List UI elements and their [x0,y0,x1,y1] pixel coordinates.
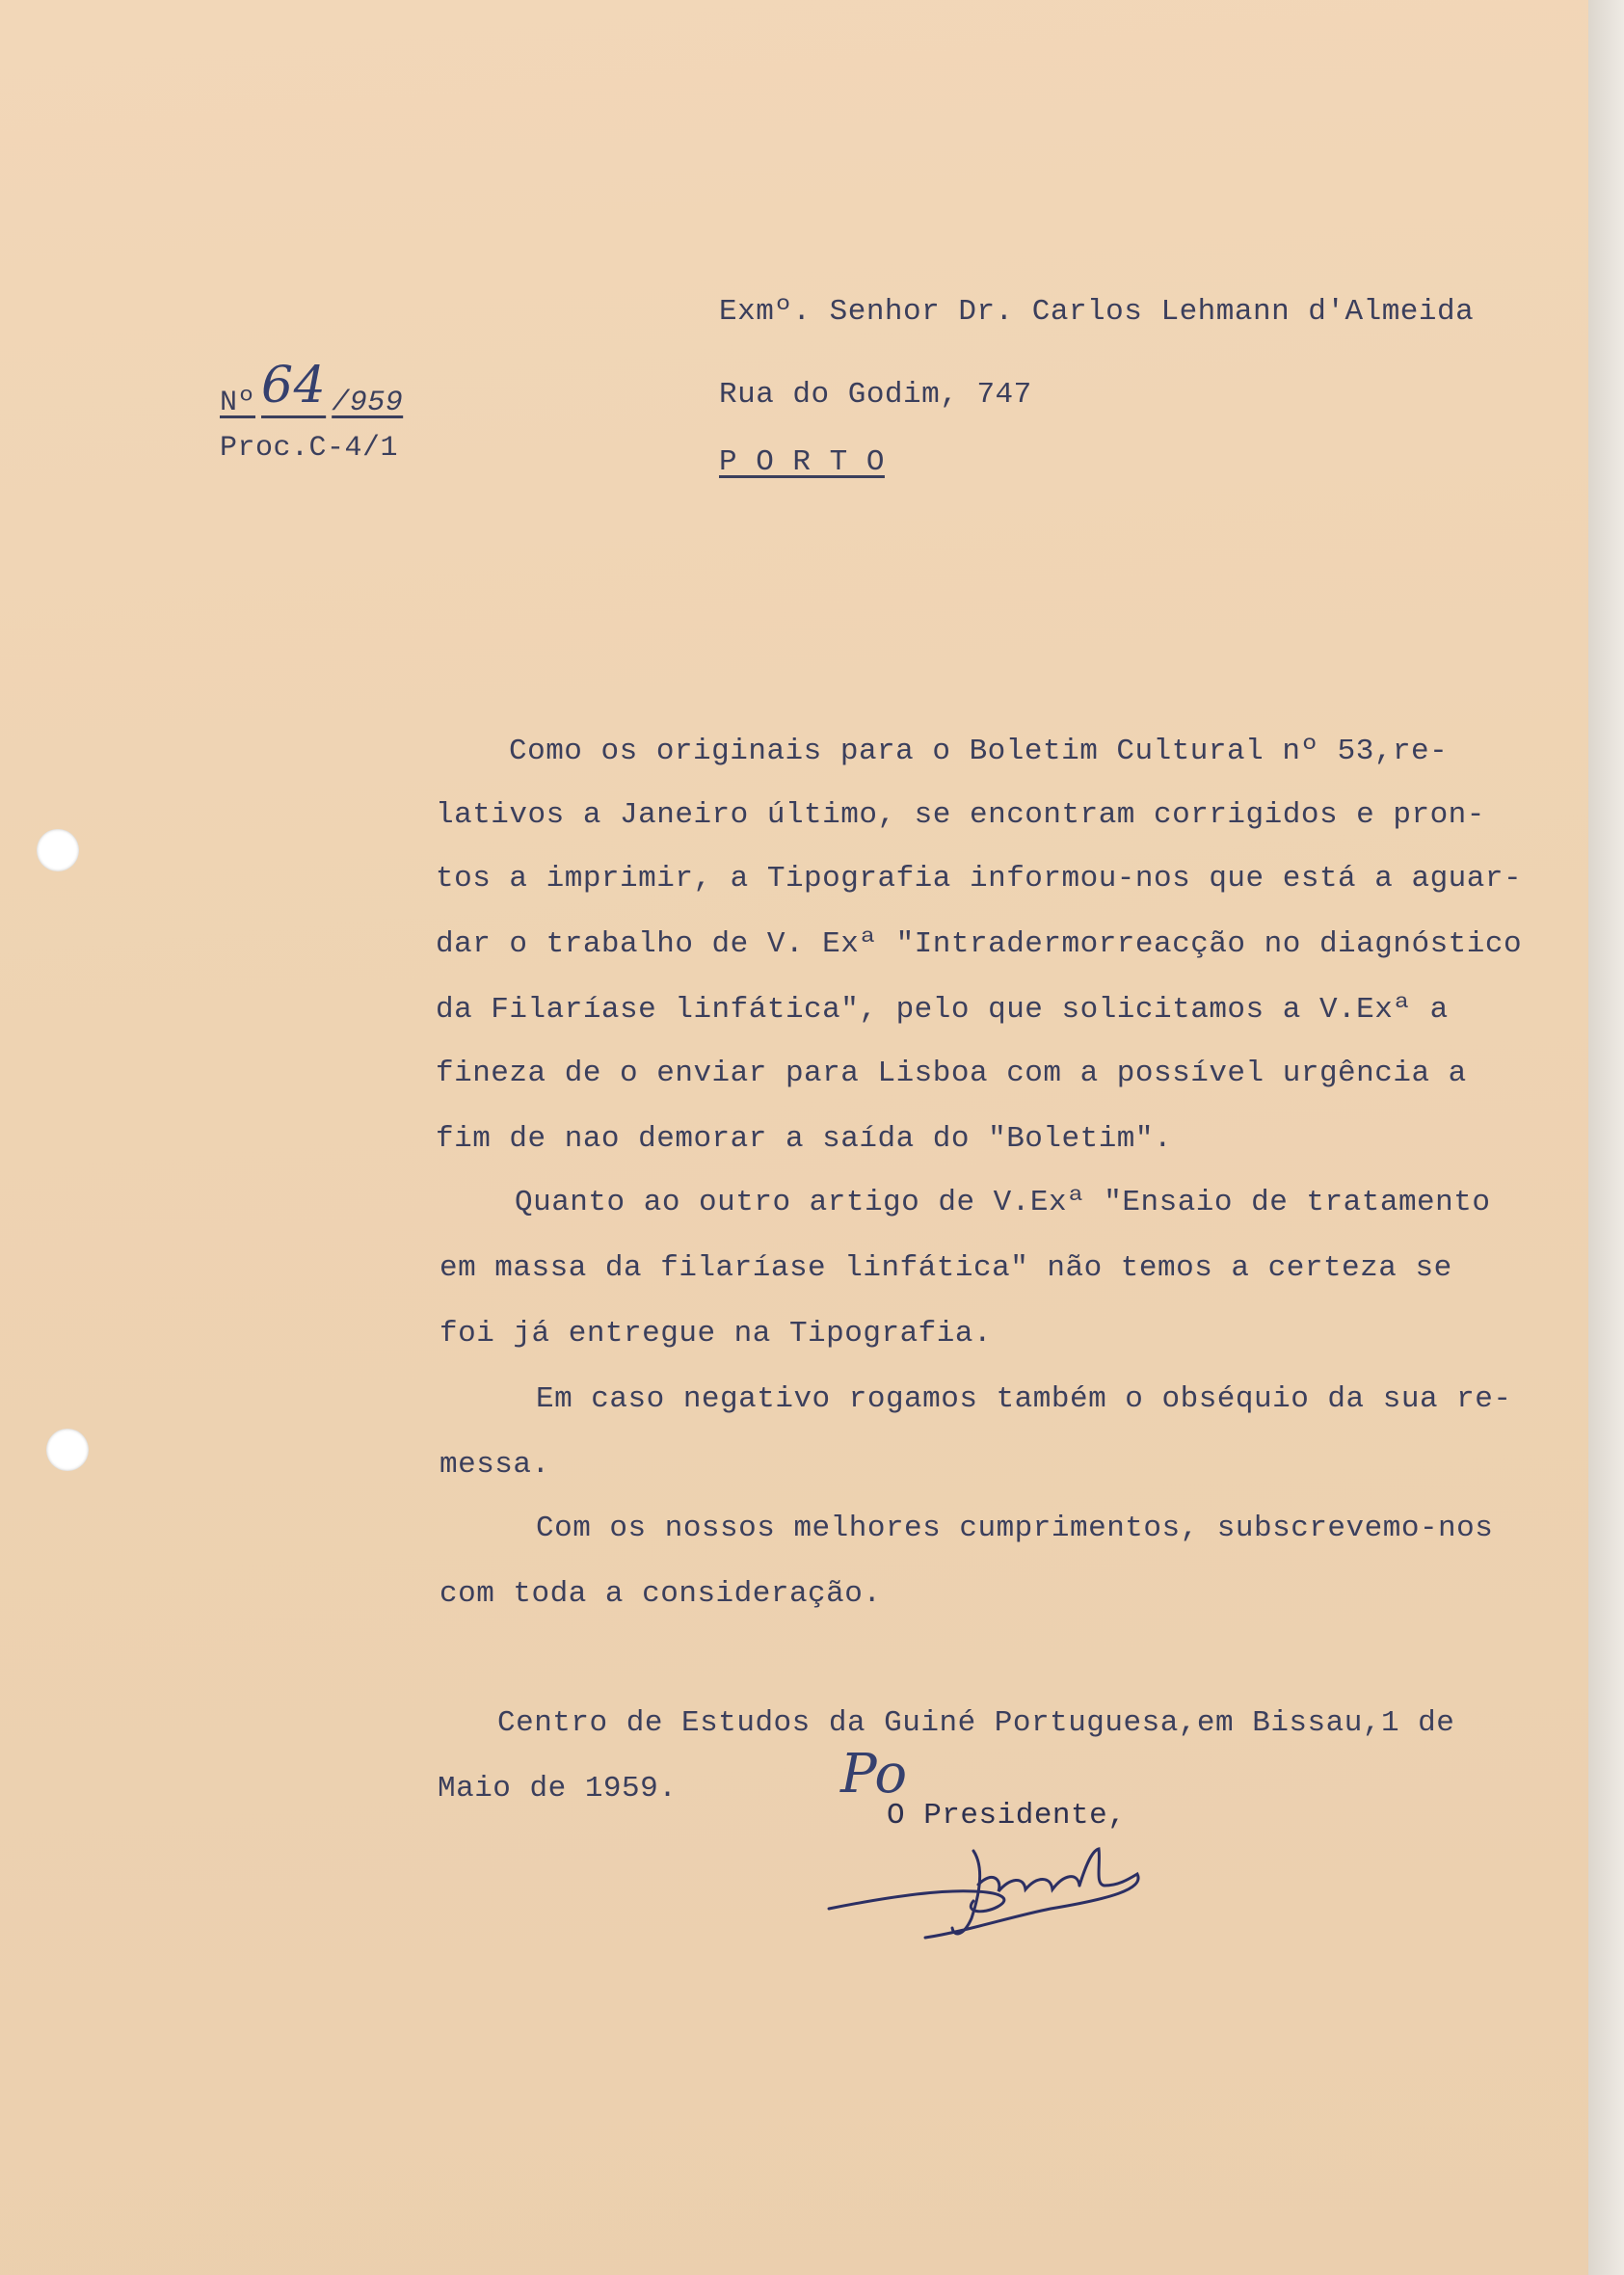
reference-number-handwritten: 64 [261,357,327,415]
body-line: com toda a consideração. [439,1577,882,1611]
reference-number-year: /959 [332,387,404,419]
body-line: fim de nao demorar a saída do "Boletim". [436,1122,1173,1156]
body-line: fineza de o enviar para Lisboa com a possível urgência a [436,1057,1467,1090]
body-line: Em caso negativo rogamos também o obséquio da sua re- [536,1382,1512,1416]
recipient-line-2: Rua do Godim, 747 [719,378,1032,412]
body-line: em massa da filaríase linfática" não temos a certeza se [439,1251,1452,1285]
punch-hole-top [37,829,79,871]
body-line: foi já entregue na Tipografia. [439,1317,993,1351]
background-edge [1588,0,1624,2275]
closing-place-date-line-1: Centro de Estudos da Guiné Portuguesa,em Bissau,1 de [497,1706,1455,1740]
body-line: Como os originais para o Boletim Cultural nº 53,re- [509,735,1449,768]
signer-prefix-handwritten: Po [840,1743,908,1806]
recipient-city: P O R T O [719,445,885,479]
recipient-line-1: Exmº. Senhor Dr. Carlos Lehmann d'Almeida [719,295,1475,329]
body-line: lativos a Janeiro último, se encontram corrigidos e pron- [436,798,1485,832]
reference-number [220,357,404,422]
body-line: Quanto ao outro artigo de V.Exª "Ensaio de tratamento [515,1186,1491,1219]
body-line: messa. [439,1448,550,1482]
body-line: dar o trabalho de V. Exª "Intradermorreacção no diagnóstico [436,927,1523,961]
signer-title: O Presidente, [887,1799,1127,1833]
body-line: da Filaríase linfática", pelo que solicitamos a V.Exª a [436,993,1449,1027]
punch-hole-bottom [46,1429,89,1471]
closing-place-date-line-2: Maio de 1959. [438,1772,678,1806]
body-line: tos a imprimir, a Tipografia informou-nos que está a aguar- [436,862,1523,896]
body-line: Com os nossos melhores cumprimentos, subscrevemo-nos [536,1512,1494,1545]
reference-number-prefix: Nº [220,387,256,419]
process-reference: Proc.C-4/1 [220,432,399,465]
handwritten-signature [819,1832,1166,1947]
